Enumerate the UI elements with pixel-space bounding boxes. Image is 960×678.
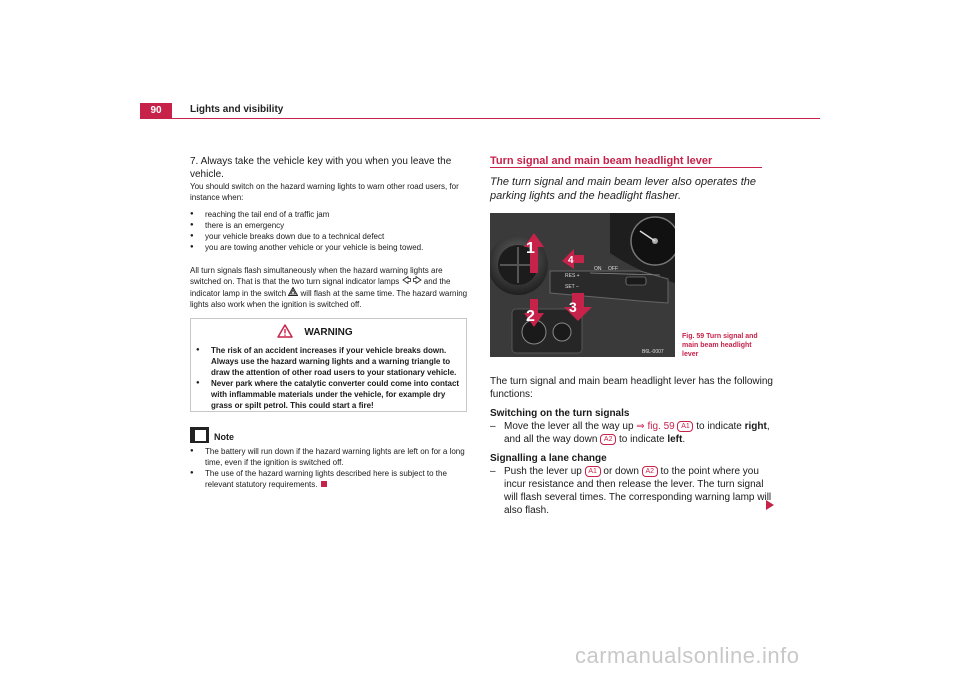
figure-code: B6L-0007: [642, 349, 664, 355]
callout-badge-a1: A1: [585, 466, 601, 477]
list-item: ● The risk of an accident increases if your vehicle breaks down. Always use the hazard warning lights and a warning triangle to draw the attention of other road users to your stationary vehicle.: [196, 345, 464, 378]
heading-turn-signals: Switching on the turn signals: [490, 408, 630, 419]
lever-label-on: ON: [594, 266, 602, 272]
note-label: Note: [214, 432, 234, 442]
callout-2: 2: [526, 308, 535, 325]
figure-turn-signal-lever: [490, 213, 675, 357]
list-item: ● reaching the tail end of a traffic jam: [190, 209, 470, 220]
hazard-intro: You should switch on the hazard warning lights to warn other road users, for instance when:: [190, 182, 459, 202]
header-rule: [140, 118, 820, 119]
step-lane-change: – Push the lever up A1 or down A2 to the point where you incur resistance and then release the lever. The turn signal will flash several times. The corresponding warning lamp will also flash.: [490, 465, 780, 517]
end-of-section-marker: [321, 481, 327, 487]
heading-lane-change: Signalling a lane change: [490, 453, 607, 464]
callout-4: 4: [568, 255, 574, 266]
lever-illustration: [490, 213, 675, 357]
list-item: ● you are towing another vehicle or your vehicle is being towed.: [190, 242, 470, 253]
note-icon: [190, 427, 209, 443]
callout-1: 1: [526, 240, 535, 257]
section-heading-rule: [490, 167, 762, 168]
watermark: carmanualsonline.info: [575, 643, 800, 668]
lever-label-res: RES +: [565, 273, 580, 279]
step-turn-signals: – Move the lever all the way up ⇒ fig. 59 A1 to indicate right, and all the way down A2 to indicate left.: [490, 420, 780, 446]
continue-arrow-icon: [766, 500, 774, 510]
callout-badge-a2: A2: [642, 466, 658, 477]
lever-label-set: SET –: [565, 284, 579, 290]
list-item: ● your vehicle breaks down due to a technical defect: [190, 231, 470, 242]
figure-caption: Fig. 59 Turn signal and main beam headlight lever: [682, 333, 758, 358]
note-list: [190, 446, 470, 490]
section-heading: Turn signal and main beam headlight lever: [490, 155, 713, 167]
callout-3: 3: [569, 299, 577, 315]
page-number: 90: [140, 103, 172, 119]
list-item: ● Never park where the catalytic converter could come into contact with inflammable materials under the vehicle, for example dry grass or spilt petrol. This could start a fire!: [196, 378, 464, 411]
turn-signal-indicator-icon: [402, 276, 422, 284]
warning-box: [190, 318, 467, 412]
lever-functions-text: [490, 375, 780, 517]
hazard-switch-icon: [288, 287, 298, 296]
functions-intro: The turn signal and main beam headlight lever has the following functions:: [490, 376, 773, 400]
warning-list: [196, 345, 464, 411]
lever-label-off: OFF: [608, 266, 618, 272]
figure-link[interactable]: ⇒ fig. 59: [636, 421, 675, 432]
hazard-bullet-list: [190, 209, 470, 253]
list-item: ● The use of the hazard warning lights described here is subject to the relevant statutory requirements.: [190, 468, 470, 490]
section-subtitle: The turn signal and main beam lever also operates the parking lights and the headlight flasher.: [490, 176, 756, 202]
callout-badge-a1: A1: [677, 421, 693, 432]
warning-title: WARNING: [304, 327, 353, 338]
list-item: ● there is an emergency: [190, 220, 470, 231]
list-item: ● The battery will run down if the hazard warning lights are left on for a long time, even if the ignition is switched off.: [190, 446, 470, 468]
hazard-paragraph: All turn signals flash simultaneously when the hazard warning lights are switched on. That is that the two turn signal indicator lamps and the indicator lamp in the switch will flash at the same time. The hazard warning lights also work when the ignition is switched off.: [190, 266, 468, 309]
step-7: 7. Always take the vehicle key with you when you leave the vehicle.: [190, 156, 452, 180]
callout-badge-a2: A2: [600, 434, 616, 445]
section-title: Lights and visibility: [190, 104, 284, 115]
